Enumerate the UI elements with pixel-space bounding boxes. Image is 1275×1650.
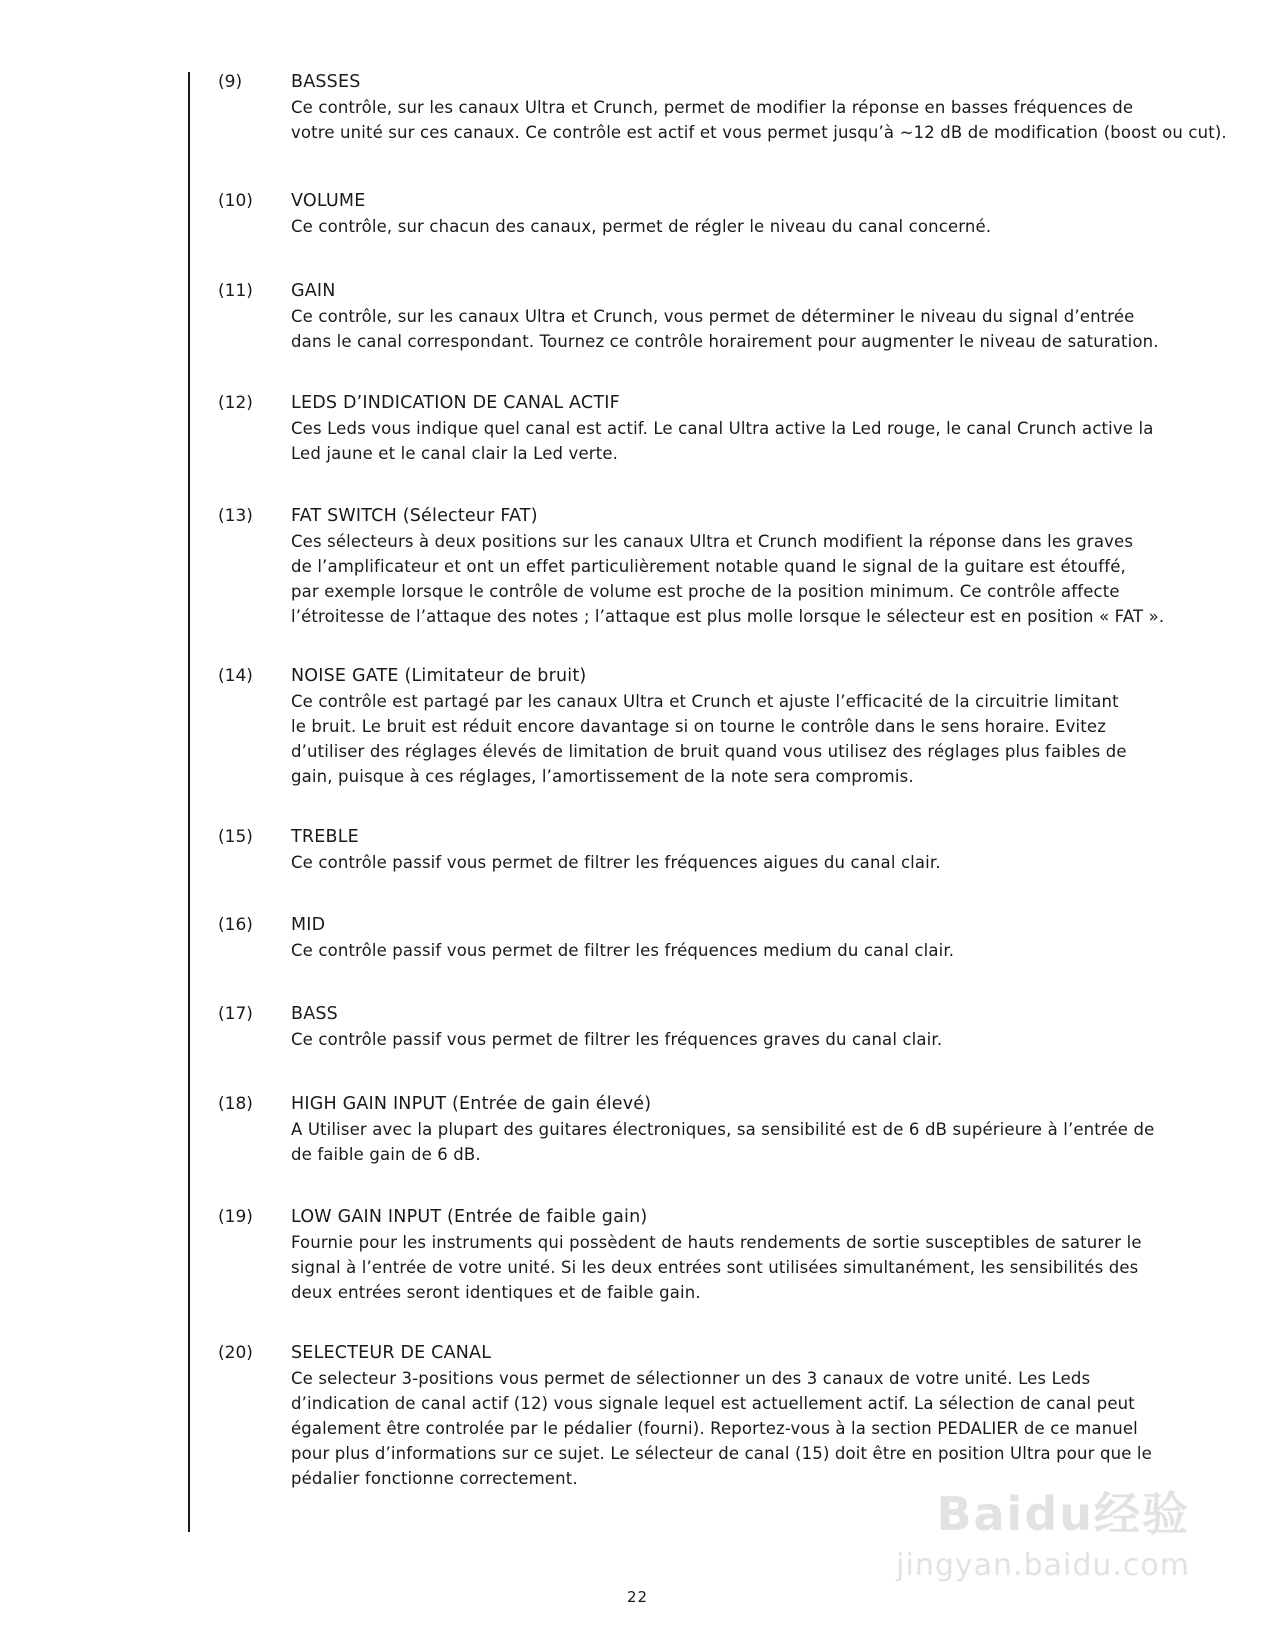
- entry-number: (20): [218, 1343, 253, 1363]
- margin-rule: [188, 72, 190, 1532]
- entry-body-line: signal à l’entrée de votre unité. Si les deux entrées sont utilisées simultanément, les sensibilités des: [291, 1258, 1139, 1277]
- entry-title: VOLUME: [291, 191, 366, 211]
- entry-body-line: A Utiliser avec la plupart des guitares électroniques, sa sensibilité est de 6 dB supérieure à l’entrée de: [291, 1120, 1155, 1139]
- entry-number: (12): [218, 393, 253, 413]
- watermark-url: jingyan.baidu.com: [896, 1548, 1190, 1583]
- entry-title: FAT SWITCH (Sélecteur FAT): [291, 506, 538, 526]
- entry-number: (15): [218, 827, 253, 847]
- entry-number: (16): [218, 915, 253, 935]
- entry-body-line: Ce contrôle passif vous permet de filtrer les fréquences medium du canal clair.: [291, 941, 955, 960]
- entry-body-line: Led jaune et le canal clair la Led verte.: [291, 444, 619, 463]
- entry-body-line: également être controlée par le pédalier (fourni). Reportez-vous à la section PEDALIER de ce manuel: [291, 1419, 1138, 1438]
- entry-title: LOW GAIN INPUT (Entrée de faible gain): [291, 1207, 648, 1227]
- entry-body: [291, 689, 1191, 789]
- page-number: 22: [626, 1588, 649, 1606]
- entry-body: [291, 304, 1191, 354]
- entry-title: BASS: [291, 1004, 338, 1024]
- entry-body-line: le bruit. Le bruit est réduit encore davantage si on tourne le contrôle dans le sens horaire. Evitez: [291, 717, 1106, 736]
- entry-title: SELECTEUR DE CANAL: [291, 1343, 492, 1363]
- entry-title: TREBLE: [291, 827, 359, 847]
- entry-body-line: d’utiliser des réglages élevés de limitation de bruit quand vous utilisez des réglages plus faibles de: [291, 742, 1127, 761]
- entry-title: GAIN: [291, 281, 336, 301]
- entry-number: (9): [218, 72, 243, 92]
- entry-body-line: votre unité sur ces canaux. Ce contrôle est actif et vous permet jusqu’à ~12 dB de modification (boost ou cut).: [291, 123, 1227, 142]
- entry-body: [291, 214, 1191, 239]
- entry-body: [291, 1366, 1191, 1491]
- entry-number: (18): [218, 1094, 253, 1114]
- entry-title: MID: [291, 915, 326, 935]
- entry-body-line: pédalier fonctionne correctement.: [291, 1469, 578, 1488]
- entry-body-line: deux entrées seront identiques et de faible gain.: [291, 1283, 701, 1302]
- entry-body-line: Ce contrôle, sur les canaux Ultra et Crunch, permet de modifier la réponse en basses fréquences de: [291, 98, 1134, 117]
- entry-body-line: gain, puisque à ces réglages, l’amortissement de la note sera compromis.: [291, 767, 914, 786]
- entry-number: (10): [218, 191, 253, 211]
- entry-title: NOISE GATE (Limitateur de bruit): [291, 666, 587, 686]
- baidu-watermark: [880, 1478, 1210, 1628]
- watermark-logo-text: Baidu经验: [936, 1487, 1190, 1541]
- entry-body: [291, 850, 1191, 875]
- entry-body-line: Ce selecteur 3-positions vous permet de sélectionner un des 3 canaux de votre unité. Les Leds: [291, 1369, 1091, 1388]
- entry-body-line: Ce contrôle est partagé par les canaux Ultra et Crunch et ajuste l’efficacité de la circuitrie limitant: [291, 692, 1119, 711]
- entry-body: [291, 529, 1191, 629]
- entry-body: [291, 1027, 1191, 1052]
- entry-body-line: l’étroitesse de l’attaque des notes ; l’attaque est plus molle lorsque le sélecteur est en position « FAT ».: [291, 607, 1165, 626]
- entry-body-line: par exemple lorsque le contrôle de volume est proche de la position minimum. Ce contrôle affecte: [291, 582, 1120, 601]
- entry-number: (13): [218, 506, 253, 526]
- entry-body-line: de l’amplificateur et ont un effet particulièrement notable quand le signal de la guitare est étouffé,: [291, 557, 1126, 576]
- entry-body: [291, 95, 1227, 145]
- entry-title: LEDS D’INDICATION DE CANAL ACTIF: [291, 393, 620, 413]
- entry-body-line: Ce contrôle passif vous permet de filtrer les fréquences graves du canal clair.: [291, 1030, 943, 1049]
- entry-body: [291, 416, 1191, 466]
- entry-number: (17): [218, 1004, 253, 1024]
- entry-body: [291, 938, 1191, 963]
- entry-body-line: Ce contrôle, sur les canaux Ultra et Crunch, vous permet de déterminer le niveau du signal d’entrée: [291, 307, 1135, 326]
- entry-body-line: Ces Leds vous indique quel canal est actif. Le canal Ultra active la Led rouge, le canal Crunch active la: [291, 419, 1154, 438]
- entry-title: HIGH GAIN INPUT (Entrée de gain élevé): [291, 1094, 652, 1114]
- entry-body-line: dans le canal correspondant. Tournez ce contrôle horairement pour augmenter le niveau de saturation.: [291, 332, 1159, 351]
- entry-body-line: Ce contrôle passif vous permet de filtrer les fréquences aigues du canal clair.: [291, 853, 941, 872]
- entry-number: (11): [218, 281, 253, 301]
- entry-body: [291, 1117, 1191, 1167]
- entry-body-line: pour plus d’informations sur ce sujet. Le sélecteur de canal (15) doit être en position Ultra pour que le: [291, 1444, 1152, 1463]
- entry-body-line: Ces sélecteurs à deux positions sur les canaux Ultra et Crunch modifient la réponse dans les graves: [291, 532, 1134, 551]
- entry-number: (14): [218, 666, 253, 686]
- entry-body-line: de faible gain de 6 dB.: [291, 1145, 481, 1164]
- entry-title: BASSES: [291, 72, 361, 92]
- entry-number: (19): [218, 1207, 253, 1227]
- entry-body-line: Fournie pour les instruments qui possèdent de hauts rendements de sortie susceptibles de saturer le: [291, 1233, 1142, 1252]
- entry-body-line: Ce contrôle, sur chacun des canaux, permet de régler le niveau du canal concerné.: [291, 217, 992, 236]
- entry-body: [291, 1230, 1191, 1305]
- entry-body-line: d’indication de canal actif (12) vous signale lequel est actuellement actif. La sélection de canal peut: [291, 1394, 1135, 1413]
